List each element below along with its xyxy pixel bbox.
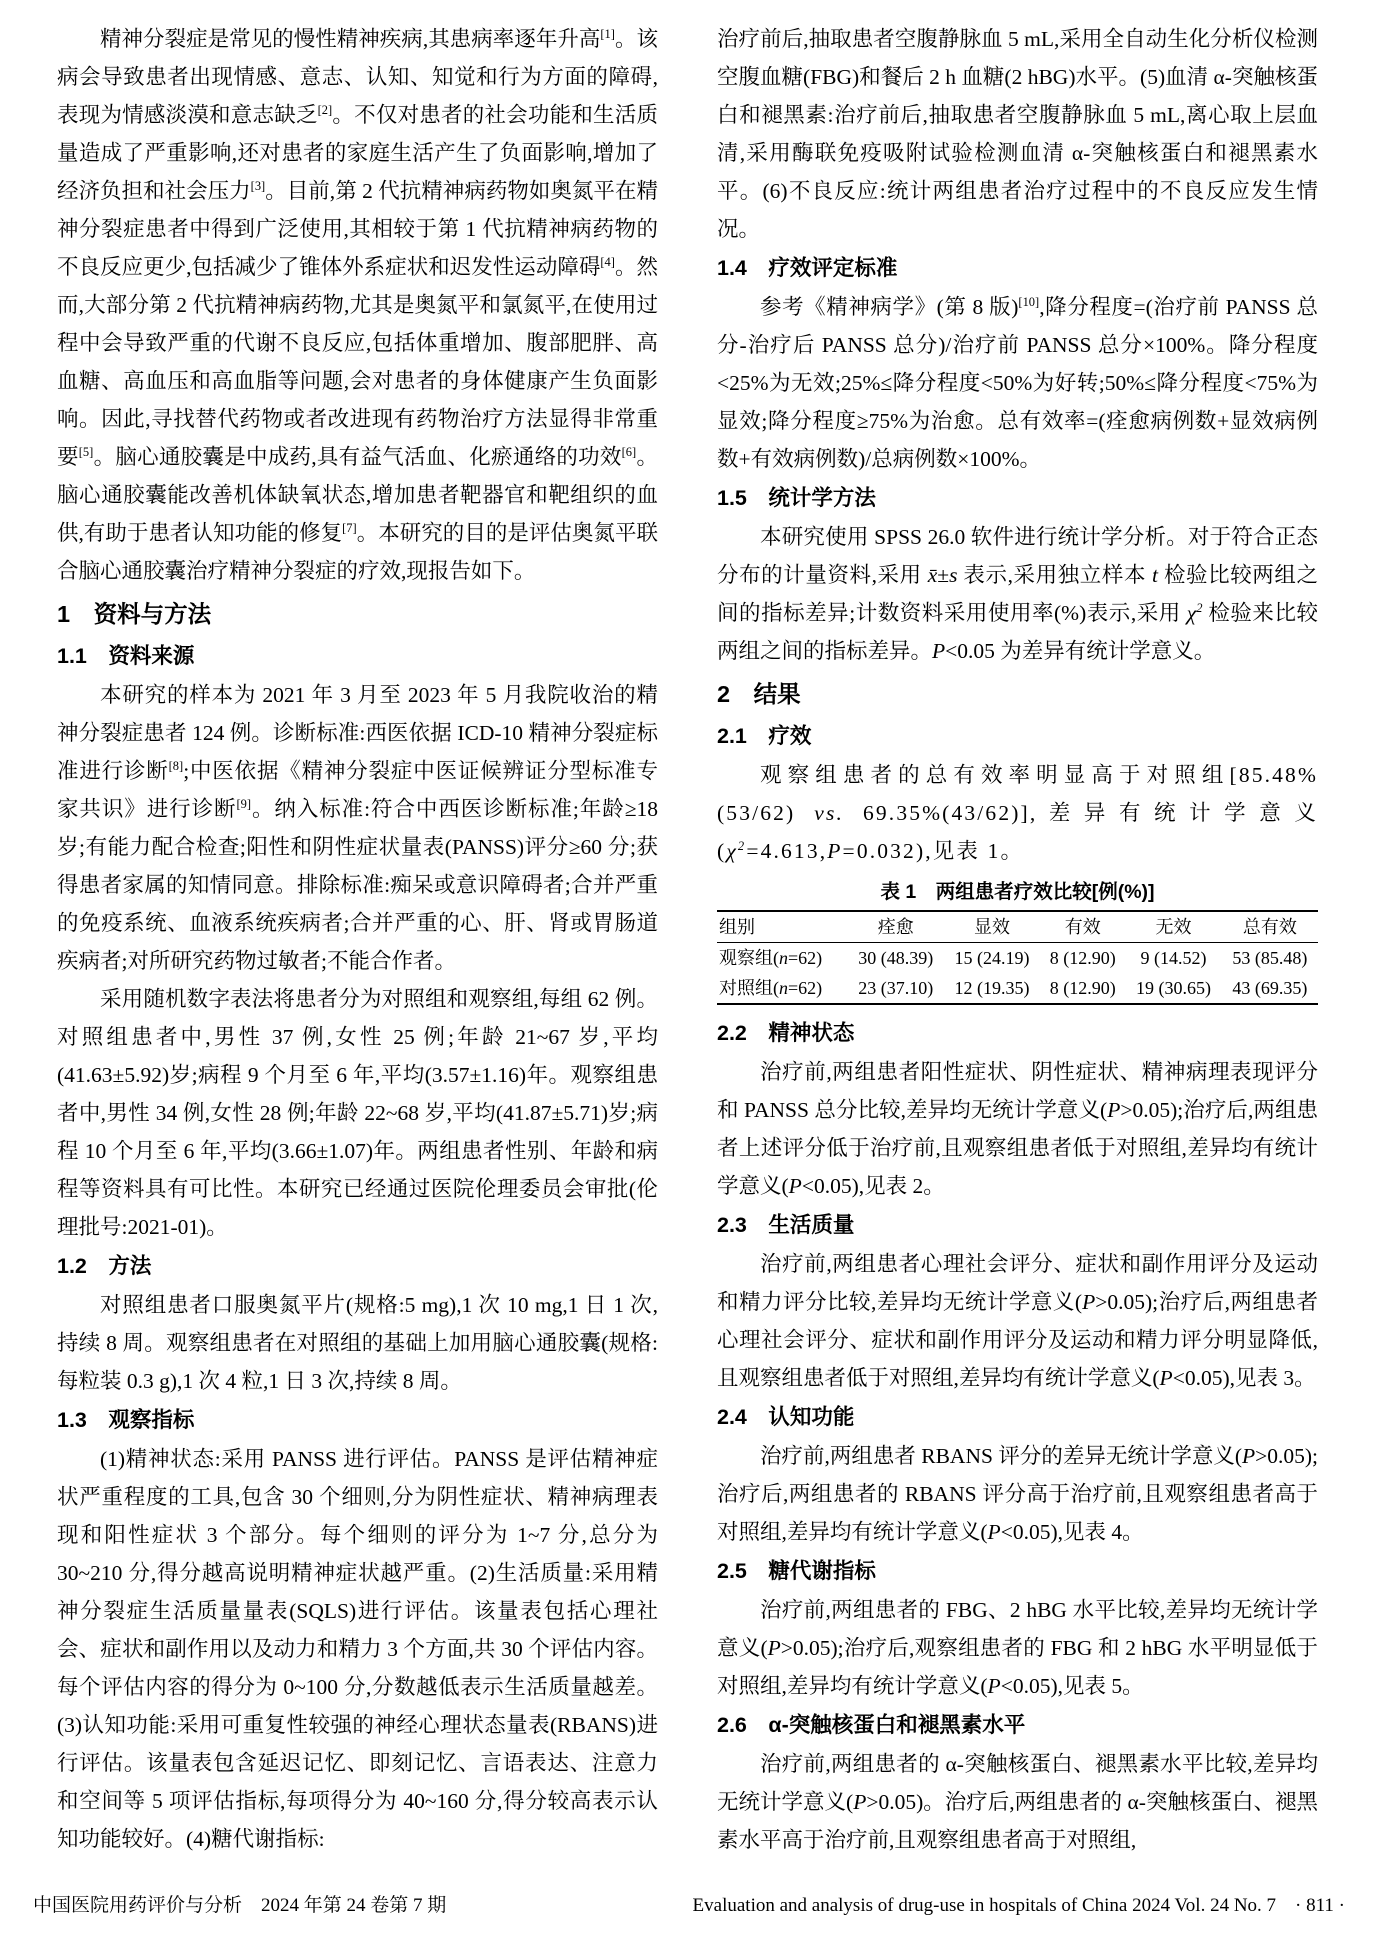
citation-ref: 2 xyxy=(1196,600,1203,615)
paragraph-method xyxy=(57,1286,658,1400)
paragraph-glucose-metabolism xyxy=(717,1591,1318,1705)
text-run: P xyxy=(1107,1098,1121,1122)
right-column xyxy=(717,20,1318,1859)
text-run: 检验来比较两组之间的指标差异。 xyxy=(717,601,1318,663)
efficacy-table xyxy=(717,910,1318,1005)
citation-ref: [10] xyxy=(1018,294,1040,309)
heading-method: 1.2 方法 xyxy=(57,1254,152,1278)
value-cell: 9 (14.52) xyxy=(1140,948,1207,968)
text-run: 检验比较两组之间的指标差异;计数资料采用使用率(%)表示,采用 xyxy=(717,563,1318,625)
text-run: 治疗前,两组患者的 FBG、2 hBG 水平比较,差异均无统计学意义( xyxy=(717,1598,1318,1660)
citation-ref: [2] xyxy=(317,102,333,117)
text-run: s xyxy=(949,563,958,587)
heading-efficacy-criteria: 1.4 疗效评定标准 xyxy=(717,256,898,280)
text-run: t xyxy=(1152,563,1158,587)
value-cell: 23 (37.10) xyxy=(858,978,934,998)
text-run: χ xyxy=(726,839,738,863)
text-run: P xyxy=(827,839,843,863)
citation-ref: 2 xyxy=(737,838,747,853)
heading-efficacy: 2.1 疗效 xyxy=(717,724,812,748)
text-run: 本研究使用 SPSS 26.0 软件进行统计学分析。对于符合正态分布的计量资料,采用 xyxy=(717,525,1318,587)
text-run: χ xyxy=(1186,601,1197,625)
text-run: 采用随机数字表法将患者分为对照组和观察组,每组 62 例。对照组患者中,男性 37 例,女性 25 例;年龄 21~67 岁,平均(41.63±5.92)岁;病程 9 个月至 6 年,平均(3.57±1.16)年。观察组患者中,男性 34 例,女性 28 例;年龄 22~68 岁,平均(41.87±5.71)岁;病程 10 个月至 6 年,平均(3.66±1.07)年。两组患者性别、年龄和病程等资料具有可比性。本研究已经通过医院伦理委员会审批(伦理批号:2021-01)。 xyxy=(57,987,658,1239)
text-run: 。目前,第 2 代抗精神病药物如奥氮平在精神分裂症患者中得到广泛使用,其相较于第 1 代抗精神病药物的不良反应更少,包括减少了锥体外系症状和迟发性运动障碍 xyxy=(57,179,658,279)
text-run: 治疗前,两组患者阳性症状、阴性症状、精神病理表现评分和 PANSS 总分比较,差异均无统计学意义( xyxy=(717,1060,1318,1122)
table-row xyxy=(717,973,1318,1004)
heading-glucose-metabolism: 2.5 糖代谢指标 xyxy=(717,1559,876,1583)
text-run: =4.613, xyxy=(746,839,828,863)
value-cell: 12 (19.35) xyxy=(954,978,1030,998)
paragraph-efficacy xyxy=(717,756,1318,870)
heading-alpha-synuclein-melatonin: 2.6 α-突触核蛋白和褪黑素水平 xyxy=(717,1713,1026,1737)
citation-ref: [3] xyxy=(250,178,266,193)
text-run: P xyxy=(767,1636,781,1660)
text-run: 治疗前后,抽取患者空腹静脉血 5 mL,采用全自动生化分析仪检测空腹血糖(FBG)和餐后 2 h 血糖(2 hBG)水平。(5)血清 α-突触核蛋白和褪黑素:治疗前后,抽取患者空腹静脉血 5 mL,离心取上层血清,采用酶联免疫吸附试验检测血清 α-突触核蛋白和褪黑素水平。(6)不良反应:统计两组患者治疗过程中的不良反应发生情况。 xyxy=(717,27,1318,241)
text-run: 。脑心通胶囊能改善机体缺氧状态,增加患者靶器官和靶组织的血供,有助于患者认知功能的修复 xyxy=(57,445,658,545)
citation-ref: [7] xyxy=(342,520,357,535)
text-run: >0.05);治疗后,两组患者的 RBANS 评分高于治疗前,且观察组患者高于对照组,差异均有统计学意义( xyxy=(717,1444,1319,1544)
value-cell: 15 (24.19) xyxy=(954,948,1030,968)
paragraph-data-source xyxy=(57,676,658,980)
text-run: ± xyxy=(937,563,950,587)
value-cell: 8 (12.90) xyxy=(1049,978,1116,998)
citation-ref: [1] xyxy=(600,26,615,41)
text-run: 本研究的样本为 2021 年 3 月至 2023 年 5 月我院收治的精神分裂症患者 124 例。诊断标准:西医依据 ICD-10 精神分裂症标准进行诊断 xyxy=(57,683,658,783)
heading-data-source: 1.1 资料来源 xyxy=(57,644,195,668)
paragraph-cognitive-function xyxy=(717,1437,1318,1551)
text-run: (1)精神状态:采用 PANSS 进行评估。PANSS 是评估精神症状严重程度的工具,包含 30 个细则,分为阴性症状、精神病理表现和阳性症状 3 个部分。每个细则的评分为 1~7 分,总分为 30~210 分,得分越高说明精神症状越严重。(2)生活质量:采用精神分裂症生活质量量表(SQLS)进行评估。该量表包括心理社会、症状和副作用以及动力和精力 3 个方面,共 30 个评估内容。每个评估内容的得分为 0~100 分,分数越低表示生活质量越差。(3)认知功能:采用可重复性较强的神经心理状态量表(RBANS)进行评估。该量表包含延迟记忆、即刻记忆、言语表达、注意力和空间等 5 项评估指标,每项得分为 40~160 分,得分较高表示认知功能较好。(4)糖代谢指标: xyxy=(57,1447,658,1851)
text-run: 。不仅对患者的社会功能和生活质量造成了严重影响,还对患者的家庭生活产生了负面影响,增加了经济负担和社会压力 xyxy=(57,103,658,203)
paragraph-grouping xyxy=(57,980,658,1246)
text-run: 治疗前,两组患者心理社会评分、症状和副作用评分及运动和精力评分比较,差异均无统计学意义( xyxy=(717,1252,1318,1314)
left-column xyxy=(57,20,658,1858)
text-run: 观察组( xyxy=(719,948,779,968)
text-run: >0.05)。治疗后,两组患者的 α-突触核蛋白、褪黑素水平高于治疗前,且观察组患者高于对照组, xyxy=(717,1790,1318,1852)
text-run: n xyxy=(779,978,788,998)
column-header-total: 总有效 xyxy=(1242,917,1297,937)
footer-journal-en: Evaluation and analysis of drug-use in hospitals of China 2024 Vol. 24 No. 7 · 811 · xyxy=(692,1895,1345,1916)
text-run: x̄ xyxy=(927,563,938,587)
value-cell: 53 (85.48) xyxy=(1232,948,1308,968)
column-header-group: 组别 xyxy=(719,917,755,937)
table-header-row xyxy=(717,911,1318,943)
heading-statistical-methods: 1.5 统计学方法 xyxy=(717,486,876,510)
text-run: vs. xyxy=(814,801,845,825)
value-cell: 43 (69.35) xyxy=(1232,978,1308,998)
paragraph-observation-continued xyxy=(717,20,1318,248)
text-run: P xyxy=(1241,1444,1256,1468)
heading-mental-state: 2.2 精神状态 xyxy=(717,1021,855,1045)
text-run: 69.35%(43/62)],差异有统计学意义( xyxy=(717,801,1318,863)
citation-ref: [6] xyxy=(621,444,637,459)
text-run: <0.05),见表 4。 xyxy=(1000,1520,1144,1544)
value-cell: 8 (12.90) xyxy=(1049,948,1116,968)
paragraph-alpha-synuclein-melatonin xyxy=(717,1745,1318,1859)
paragraph-quality-of-life xyxy=(717,1245,1318,1397)
paragraph-mental-state xyxy=(717,1053,1318,1205)
text-run: n xyxy=(779,948,788,968)
text-run: <0.05),见表 3。 xyxy=(1172,1366,1316,1390)
text-run: 精神分裂症是常见的慢性精神疾病,其患病率逐年升高 xyxy=(100,27,601,51)
group-cell xyxy=(717,943,848,974)
text-run: 。本研究的目的是评估奥氮平联合脑心通胶囊治疗精神分裂症的疗效,现报告如下。 xyxy=(57,521,658,583)
paragraph-observation-indicators xyxy=(57,1440,658,1858)
group-cell xyxy=(717,973,848,1004)
text-run: =0.032),见表 1。 xyxy=(842,839,1025,863)
citation-ref: [9] xyxy=(236,796,252,811)
heading-results: 2 结果 xyxy=(717,681,801,707)
text-run: <0.05),见表 2。 xyxy=(801,1174,945,1198)
text-run: =62) xyxy=(788,948,823,968)
text-run: 治疗前,两组患者 RBANS 评分的差异无统计学意义( xyxy=(760,1444,1242,1468)
text-run: >0.05);治疗后,观察组患者的 FBG 和 2 hBG 水平明显低于对照组,差异均有统计学意义( xyxy=(717,1636,1318,1698)
table1-block xyxy=(717,876,1318,1005)
footer-journal-cn: 中国医院用药评价与分析 2024 年第 24 卷第 7 期 xyxy=(33,1895,447,1916)
text-run: P xyxy=(853,1790,867,1814)
paragraph-efficacy-criteria xyxy=(717,288,1318,478)
column-header-effective: 有效 xyxy=(1064,917,1101,937)
heading-observation-indicators: 1.3 观察指标 xyxy=(57,1408,195,1432)
heading-materials-methods: 1 资料与方法 xyxy=(57,601,212,627)
text-run: P xyxy=(1159,1366,1173,1390)
text-run: P xyxy=(788,1174,802,1198)
text-run: 对照组( xyxy=(719,978,779,998)
text-run: >0.05);治疗后,两组患者心理社会评分、症状和副作用评分及运动和精力评分明显降低,且观察组患者低于对照组,差异均有统计学意义( xyxy=(717,1290,1318,1390)
text-run: P xyxy=(987,1674,1001,1698)
text-run: ,降分程度=(治疗前 PANSS 总分-治疗后 PANSS 总分)/治疗前 PANSS 总分×100%。降分程度<25%为无效;25%≤降分程度<50%为好转;50%≤降分程度<75%为显效;降分程度≥75%为治愈。总有效率=(痊愈病例数+显效病例数+有效病例数)/总病例数×100%。 xyxy=(717,295,1318,471)
text-run: 。纳入标准:符合中西医诊断标准;年龄≥18 岁;有能力配合检查;阳性和阴性症状量表(PANSS)评分≥60 分;获得患者家属的知情同意。排除标准:痴呆或意识障碍者;合并严重的免疫系统、血液系统疾病者;合并严重的心、肝、肾或胃肠道疾病者;对所研究药物过敏者;不能合作者。 xyxy=(57,797,658,973)
table-row xyxy=(717,943,1318,974)
text-run: P xyxy=(987,1520,1001,1544)
text-run: ;中医依据《精神分裂症中医证候辨证分型标准专家共识》进行诊断 xyxy=(57,759,658,821)
column-header-marked: 显效 xyxy=(973,917,1010,937)
text-run: 观察组患者的总有效率明显高于对照组[85.48%(53/62) xyxy=(717,763,1318,825)
heading-cognitive-function: 2.4 认知功能 xyxy=(717,1405,855,1429)
text-run: <0.05),见表 5。 xyxy=(1000,1674,1144,1698)
paragraph-statistical-methods xyxy=(717,518,1318,670)
value-cell: 30 (48.39) xyxy=(858,948,934,968)
citation-ref: [8] xyxy=(168,758,184,773)
table1-title: 表 1 两组患者疗效比较[例(%)] xyxy=(880,881,1155,903)
text-run: P xyxy=(1082,1290,1096,1314)
heading-quality-of-life: 2.3 生活质量 xyxy=(717,1213,855,1237)
text-run: 对照组患者口服奥氮平片(规格:5 mg),1 次 10 mg,1 日 1 次,持续 8 周。观察组患者在对照组的基础上加用脑心通胶囊(规格:每粒装 0.3 g),1 次 4 粒,1 日 3 次,持续 8 周。 xyxy=(57,1293,658,1393)
text-run: 表示,采用独立样本 xyxy=(957,563,1153,587)
text-run: <0.05 为差异有统计学意义。 xyxy=(945,639,1216,663)
citation-ref: [5] xyxy=(78,444,94,459)
column-header-ineffective: 无效 xyxy=(1155,917,1192,937)
text-run: 。然而,大部分第 2 代抗精神病药物,尤其是奥氮平和氯氮平,在使用过程中会导致严重的代谢不良反应,包括体重增加、腹部肥胖、高血糖、高血压和高血脂等问题,会对患者的身体健康产生负面影响。因此,寻找替代药物或者改进现有药物治疗方法显得非常重要 xyxy=(57,255,658,469)
text-run: >0.05);治疗后,两组患者上述评分低于治疗前,且观察组患者低于对照组,差异均有统计学意义( xyxy=(717,1098,1318,1198)
intro-paragraph xyxy=(57,20,658,590)
page-footer xyxy=(33,1893,1345,1919)
text-run: 参考《精神病学》(第 8 版) xyxy=(760,295,1019,319)
text-run: P xyxy=(932,639,946,663)
column-header-cured: 痊愈 xyxy=(877,917,914,937)
text-run: 治疗前,两组患者的 α-突触核蛋白、褪黑素水平比较,差异均无统计学意义( xyxy=(717,1752,1318,1814)
text-run: 。脑心通胶囊是中成药,具有益气活血、化瘀通络的功效 xyxy=(93,445,622,469)
text-run: 。该病会导致患者出现情感、意志、认知、知觉和行为方面的障碍,表现为情感淡漠和意志缺乏 xyxy=(57,27,658,127)
value-cell: 19 (30.65) xyxy=(1136,978,1212,998)
text-run: =62) xyxy=(788,978,823,998)
citation-ref: [4] xyxy=(600,254,615,269)
